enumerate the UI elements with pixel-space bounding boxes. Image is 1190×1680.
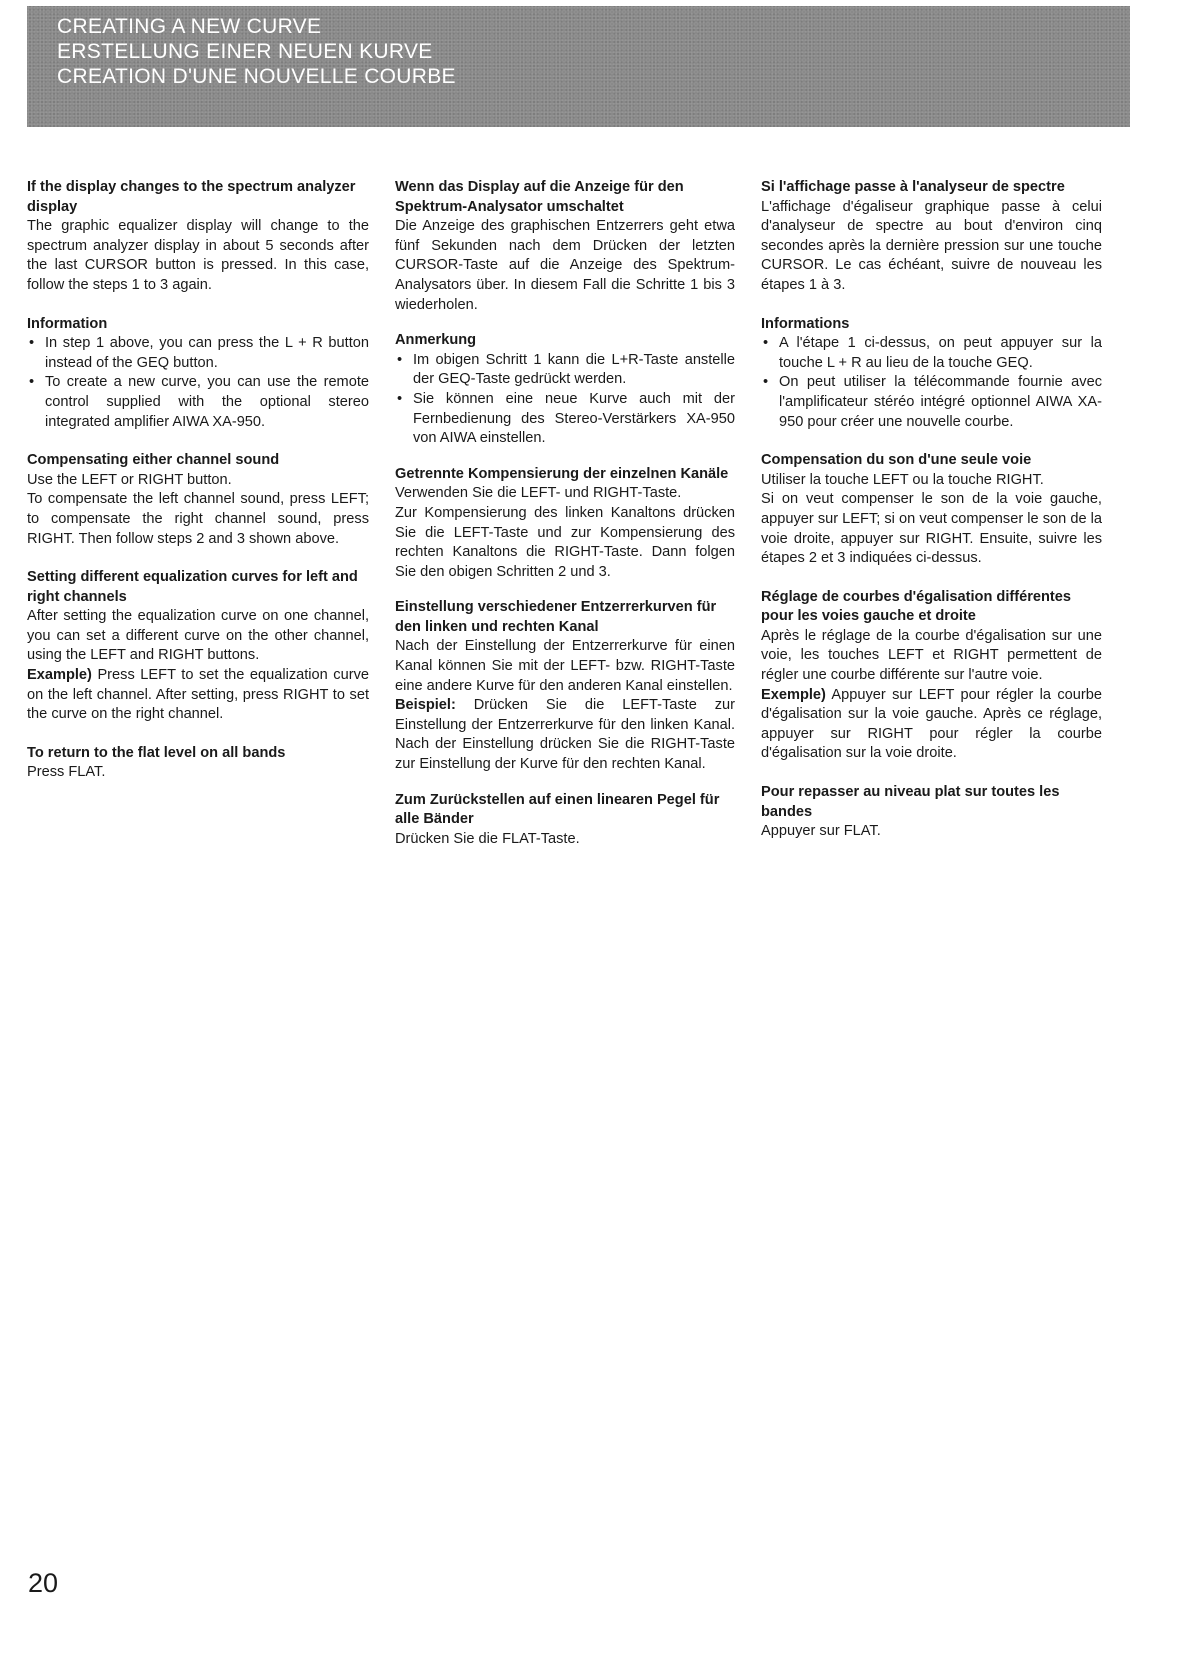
column-french [761,178,1102,861]
section-heading: Informations [761,315,850,332]
title-banner [27,6,1130,127]
section-heading: Anmerkung [395,332,477,349]
section-heading: Getrennte Kompensierung der einzelnen Kanäle [395,465,729,482]
section-text: Verwenden Sie die LEFT- und RIGHT-Taste. [395,485,682,502]
section-text: Use the LEFT or RIGHT button. [27,471,232,488]
section-channel-compensation [395,465,735,583]
section-heading: Wenn das Display auf die Anzeige für den Spektrum-Analysator umschaltet [395,179,684,215]
section-text: After setting the equalization curve on one channel, you can set a different curve on the other channel, using the LEFT and RIGHT buttons. [27,608,369,664]
section-heading: Pour repasser au niveau plat sur toutes les bandes [761,784,1060,820]
section-channel-compensation [761,451,1102,569]
section-heading: If the display changes to the spectrum analyzer display [27,179,356,215]
list-item: • Sie können eine neue Kurve auch mit der Fernbedienung des Stereo-Verstärkers XA-950 von AIWA einstellen. [395,390,735,449]
section-information [395,331,735,449]
section-spectrum-display [395,178,735,315]
page-number: 20 [28,1568,59,1598]
section-text: Nach der Einstellung der Entzerrerkurve für einen Kanal können Sie mit der LEFT- bzw. RIGHT-Taste eine andere Kurve für den anderen Kanal einstellen. [395,638,735,694]
section-example [395,696,735,774]
section-heading: Si l'affichage passe à l'analyseur de spectre [761,179,1065,195]
example-text: Press LEFT to set the equalization curve on the left channel. After setting, press RIGHT to set the curve on the right channel. [27,667,369,723]
section-flat-level [395,791,735,850]
section-separate-curves [395,598,735,774]
section-text: To compensate the left channel sound, press LEFT; to compensate the right channel sound, press RIGHT. Then follow steps 2 and 3 shown above. [27,491,369,547]
title-german: ERSTELLUNG EINER NEUEN KURVE [57,40,433,63]
bullet-list [761,334,1102,432]
section-text: Après le réglage de la courbe d'égalisation sur une voie, les touches LEFT et RIGHT permettent de régler une courbe différente sur l'autre voie. [761,627,1102,684]
section-text: Zur Kompensierung des linken Kanaltons drücken Sie die LEFT-Taste und zur Kompensierung des rechten Kanaltons die RIGHT-Taste. Dann folgen Sie den obigen Schritten 2 und 3. [395,504,735,580]
example-text: Appuyer sur LEFT pour régler la courbe d'égalisation sur la voie gauche. Après ce réglage, appuyer sur RIGHT pour régler la courbe d'égalisation sur la voie droite. [761,686,1102,762]
bullet-list [27,334,369,432]
list-item: • On peut utiliser la télécommande fournie avec l'amplificateur stéréo intégré optionnel AIWA XA-950 pour créer une nouvelle courbe. [761,373,1102,432]
example-text: Drücken Sie die LEFT-Taste zur Einstellung der Entzerrerkurve für den linken Kanal. Nach der Einstellung drücken Sie die RIGHT-Taste zur Einstellung der Kurve für den rechten Kanal. [395,697,735,773]
column-german [395,178,735,865]
column-english [27,178,369,802]
section-text: Die Anzeige des graphischen Entzerrers geht etwa fünf Sekunden nach dem Drücken der letzten CURSOR-Taste auf die Anzeige des Spektrum-Analysators über. In diesem Fall die Schritte 1 bis 3 wiederholen. [395,218,735,313]
title-english: CREATING A NEW CURVE [57,15,322,38]
example-label: Exemple) [761,686,826,703]
section-heading: Information [27,315,108,332]
title-french: CREATION D'UNE NOUVELLE COURBE [57,65,456,88]
section-text: Appuyer sur FLAT. [761,823,881,840]
section-text: Si on veut compenser le son de la voie gauche, appuyer sur LEFT; si on veut compenser le son de la voie droite, appuyer sur RIGHT. Ensuite, suivre les étapes 2 et 3 indiquées ci-dessus. [761,491,1102,567]
section-heading: Compensation du son d'une seule voie [761,452,1032,469]
section-heading: Setting different equalization curves for left and right channels [27,569,358,605]
section-information [761,315,1102,433]
section-text: Drücken Sie die FLAT-Taste. [395,830,580,847]
list-item: • In step 1 above, you can press the L + R button instead of the GEQ button. [27,334,369,373]
section-channel-compensation [27,451,369,549]
section-separate-curves [27,568,369,725]
section-text: Utiliser la touche LEFT ou la touche RIGHT. [761,471,1044,488]
section-heading: Compensating either channel sound [27,452,280,469]
section-example [761,686,1102,764]
section-separate-curves [761,588,1102,764]
section-heading: To return to the flat level on all bands [27,744,286,761]
section-text: The graphic equalizer display will change to the spectrum analyzer display in about 5 seconds after the last CURSOR button is pressed. In this case, follow the steps 1 to 3 again. [27,218,369,293]
section-heading: Einstellung verschiedener Entzerrerkurven für den linken und rechten Kanal [395,599,717,635]
section-heading: Réglage de courbes d'égalisation différentes pour les voies gauche et droite [761,588,1072,625]
list-item: • To create a new curve, you can use the remote control supplied with the optional stereo integrated amplifier AIWA XA-950. [27,373,369,432]
example-label: Example) [27,667,92,684]
section-flat-level [27,744,369,783]
list-item: • Im obigen Schritt 1 kann die L+R-Taste anstelle der GEQ-Taste gedrückt werden. [395,351,735,390]
section-example [27,666,369,725]
section-text: Press FLAT. [27,764,106,781]
section-heading: Zum Zurückstellen auf einen linearen Pegel für alle Bänder [395,791,720,828]
section-spectrum-display [27,178,369,296]
section-spectrum-display [761,178,1102,296]
section-flat-level [761,783,1102,842]
section-information [27,315,369,433]
section-text: L'affichage d'égaliseur graphique passe à celui d'analyseur de spectre au bout d'environ cinq secondes après la dernière pression sur une touche CURSOR. Le cas échéant, suivre de nouveau les étapes 1 à 3. [761,198,1102,293]
example-label: Beispiel: [395,697,456,714]
list-item: • A l'étape 1 ci-dessus, on peut appuyer sur la touche L + R au lieu de la touche GEQ. [761,334,1102,373]
bullet-list [395,351,735,449]
